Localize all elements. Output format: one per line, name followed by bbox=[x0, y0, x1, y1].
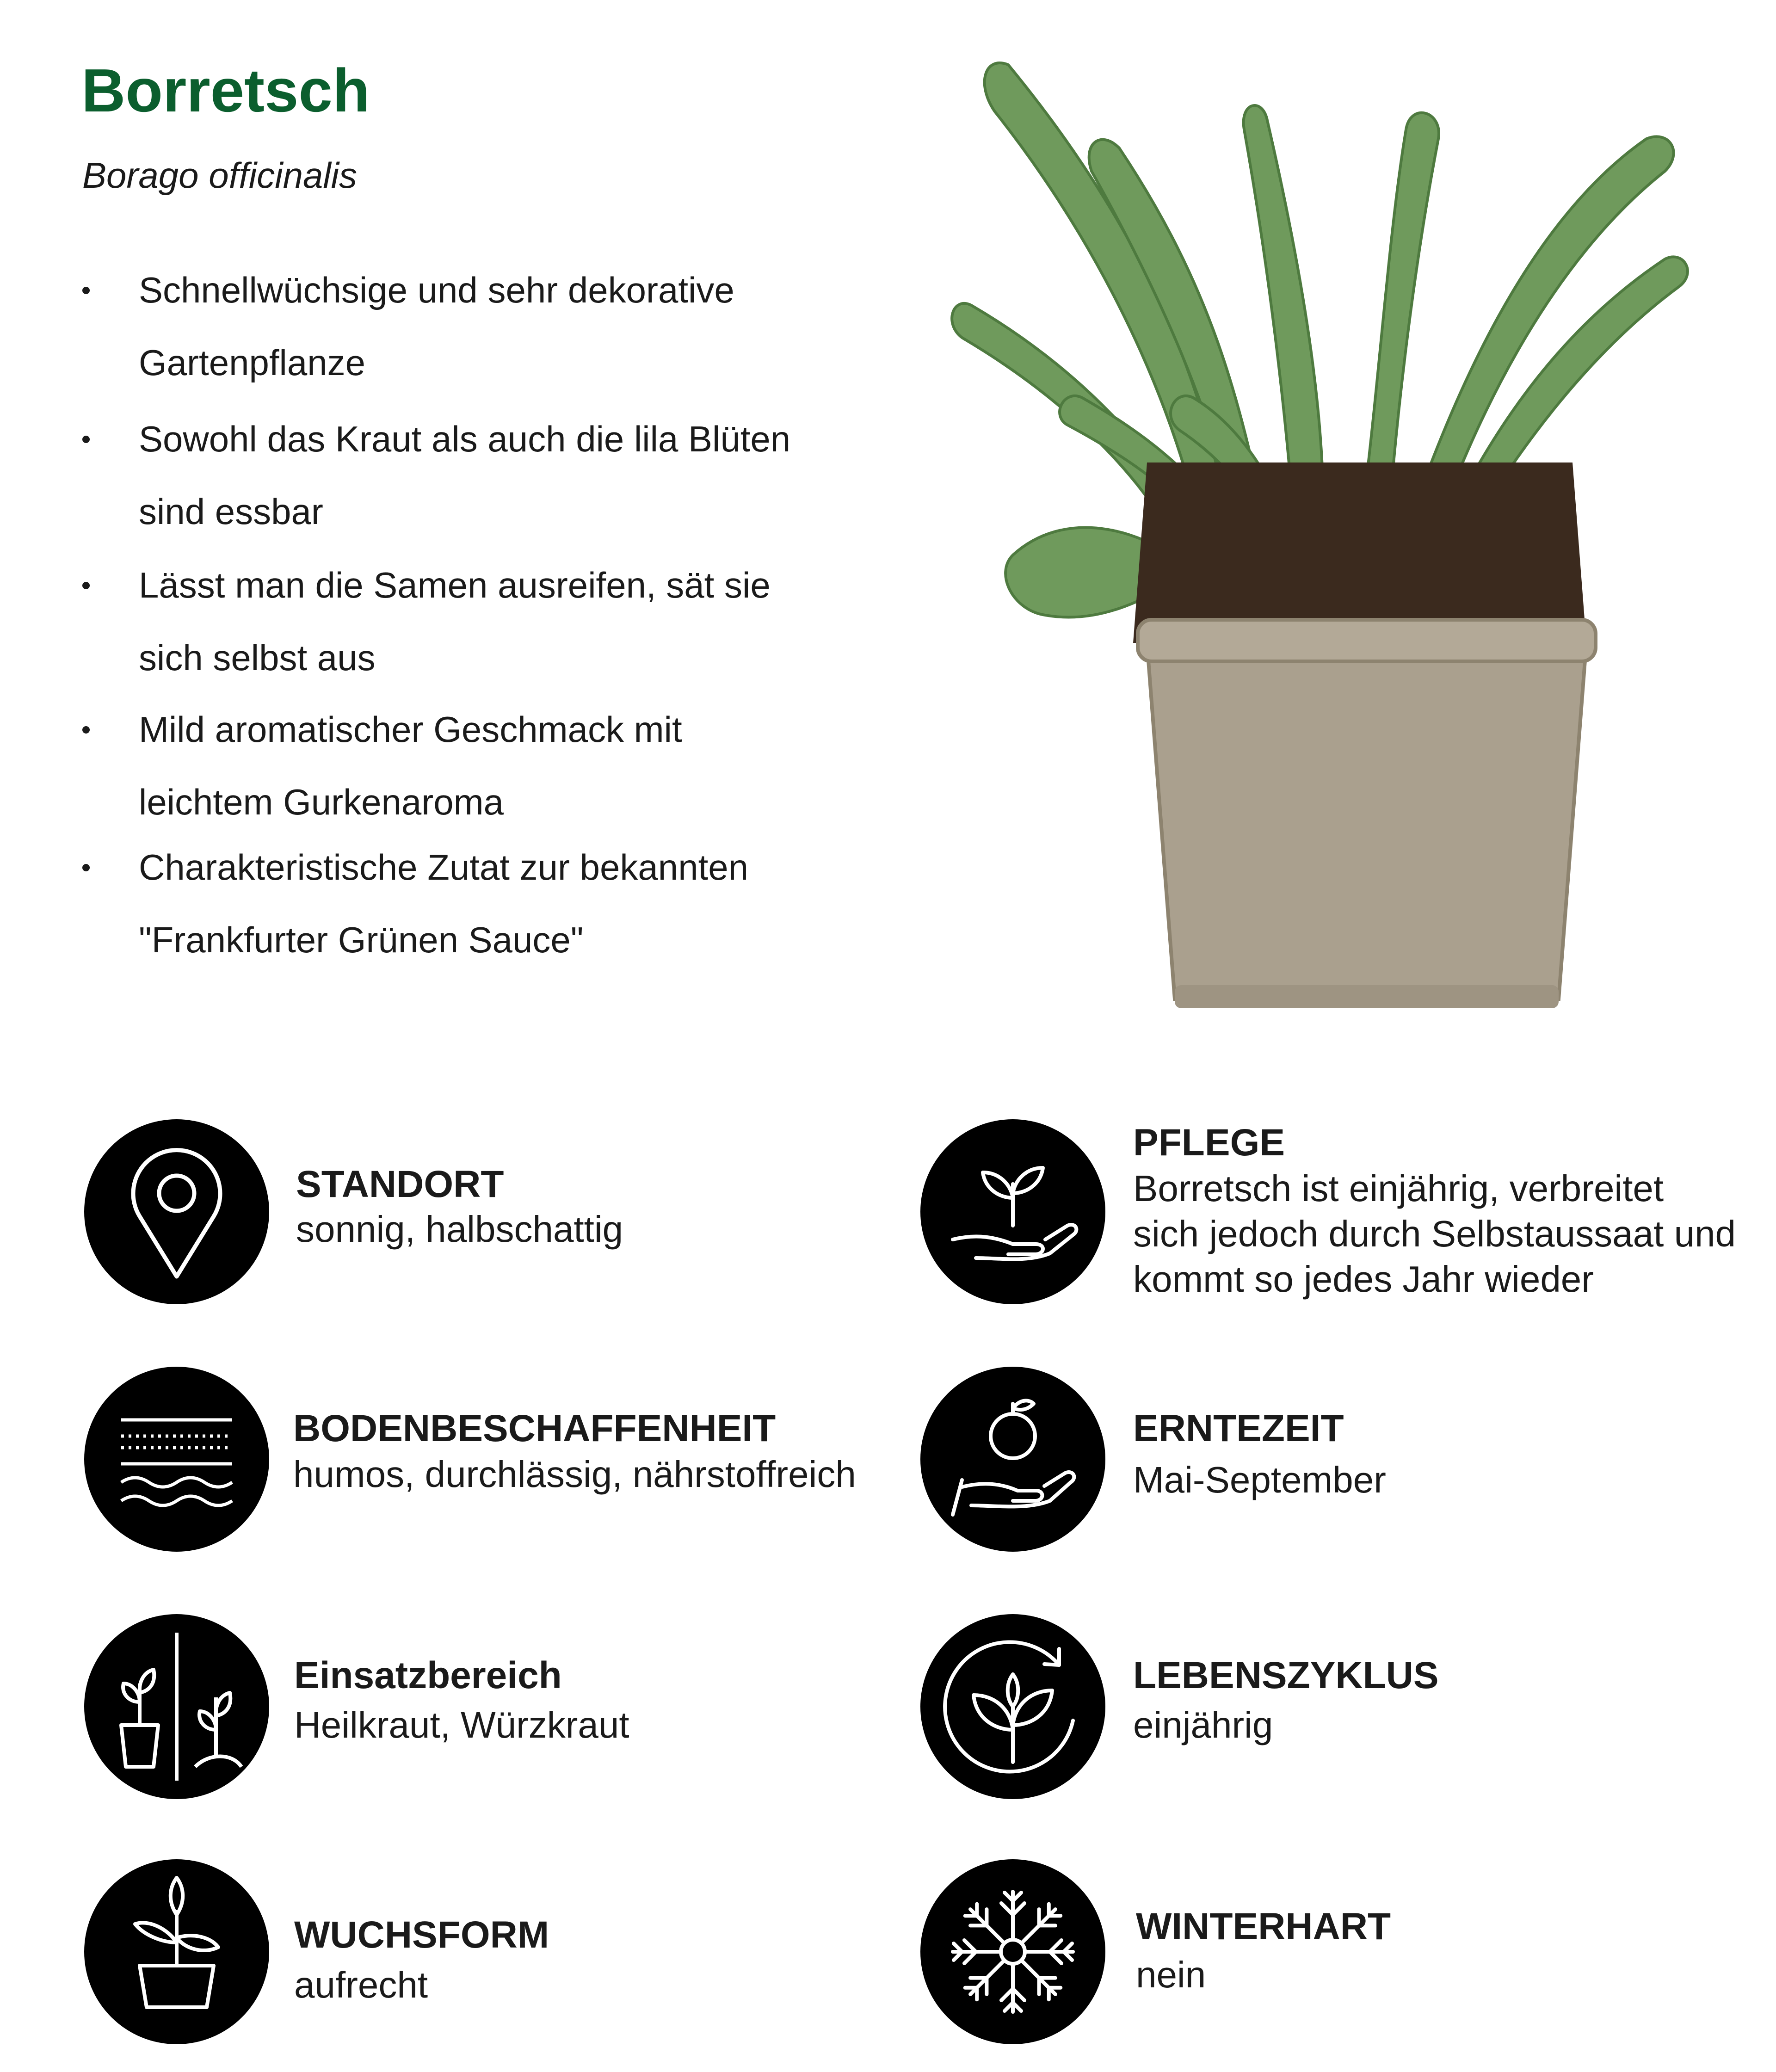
wuchs-value: aufrecht bbox=[294, 1964, 428, 2005]
pflege-value-line-2: sich jedoch durch Selbstaussaat und bbox=[1133, 1213, 1736, 1254]
bullet-icon bbox=[82, 726, 90, 734]
boden-value: humos, durchlässig, nährstoffreich bbox=[293, 1454, 856, 1495]
standort-label: STANDORT bbox=[296, 1163, 504, 1205]
lifecycle-plant-icon bbox=[920, 1614, 1105, 1799]
latin-name: Borago officinalis bbox=[82, 155, 357, 196]
ernte-label: ERNTEZEIT bbox=[1133, 1407, 1344, 1449]
pot-and-ground-plant-icon bbox=[84, 1614, 269, 1799]
leben-value: einjährig bbox=[1133, 1704, 1273, 1745]
borage-plant-image bbox=[944, 46, 1739, 1036]
ernte-value: Mai-September bbox=[1133, 1459, 1386, 1500]
feature-2-line-1: Sowohl das Kraut als auch die lila Blüten bbox=[139, 419, 791, 459]
potted-plant-icon bbox=[84, 1859, 269, 2044]
feature-list bbox=[0, 0, 925, 971]
feature-5-line-1: Charakteristische Zutat zur bekannten bbox=[139, 847, 749, 888]
bullet-icon bbox=[82, 582, 90, 589]
feature-1-line-1: Schnellwüchsige und sehr dekorative bbox=[139, 270, 734, 310]
standort-value: sonnig, halbschattig bbox=[296, 1209, 623, 1250]
winter-label: WINTERHART bbox=[1136, 1906, 1391, 1948]
feature-4-line-2: leichtem Gurkenaroma bbox=[139, 782, 504, 822]
boden-label: BODENBESCHAFFENHEIT bbox=[293, 1407, 776, 1449]
snowflake-icon bbox=[920, 1859, 1105, 2044]
pflege-label: PFLEGE bbox=[1133, 1122, 1285, 1164]
pflege-value-line-3: kommt so jedes Jahr wieder bbox=[1133, 1258, 1594, 1300]
feature-4-line-1: Mild aromatischer Geschmack mit bbox=[139, 709, 682, 750]
product-title: Borretsch bbox=[81, 56, 370, 124]
pflege-value-line-1: Borretsch ist einjährig, verbreitet bbox=[1133, 1168, 1664, 1209]
feature-2-line-2: sind essbar bbox=[139, 491, 323, 532]
feature-1-line-2: Gartenpflanze bbox=[139, 342, 365, 383]
location-pin-icon bbox=[84, 1119, 269, 1304]
soil-layers-icon bbox=[84, 1367, 269, 1552]
feature-3-line-2: sich selbst aus bbox=[139, 637, 376, 678]
leben-label: LEBENSZYKLUS bbox=[1133, 1654, 1439, 1696]
hand-seedling-icon bbox=[920, 1119, 1105, 1304]
bullet-icon bbox=[82, 436, 90, 443]
feature-5-line-2: "Frankfurter Grünen Sauce" bbox=[139, 919, 584, 960]
feature-3-line-1: Lässt man die Samen ausreifen, sät sie bbox=[139, 565, 771, 605]
winter-value: nein bbox=[1136, 1954, 1206, 1995]
wuchs-label: WUCHSFORM bbox=[294, 1914, 549, 1956]
einsatz-value: Heilkraut, Würzkraut bbox=[294, 1704, 629, 1745]
einsatz-label: Einsatzbereich bbox=[294, 1654, 562, 1696]
bullet-icon bbox=[82, 287, 90, 294]
hand-fruit-icon bbox=[920, 1367, 1105, 1552]
bullet-icon bbox=[82, 864, 90, 871]
